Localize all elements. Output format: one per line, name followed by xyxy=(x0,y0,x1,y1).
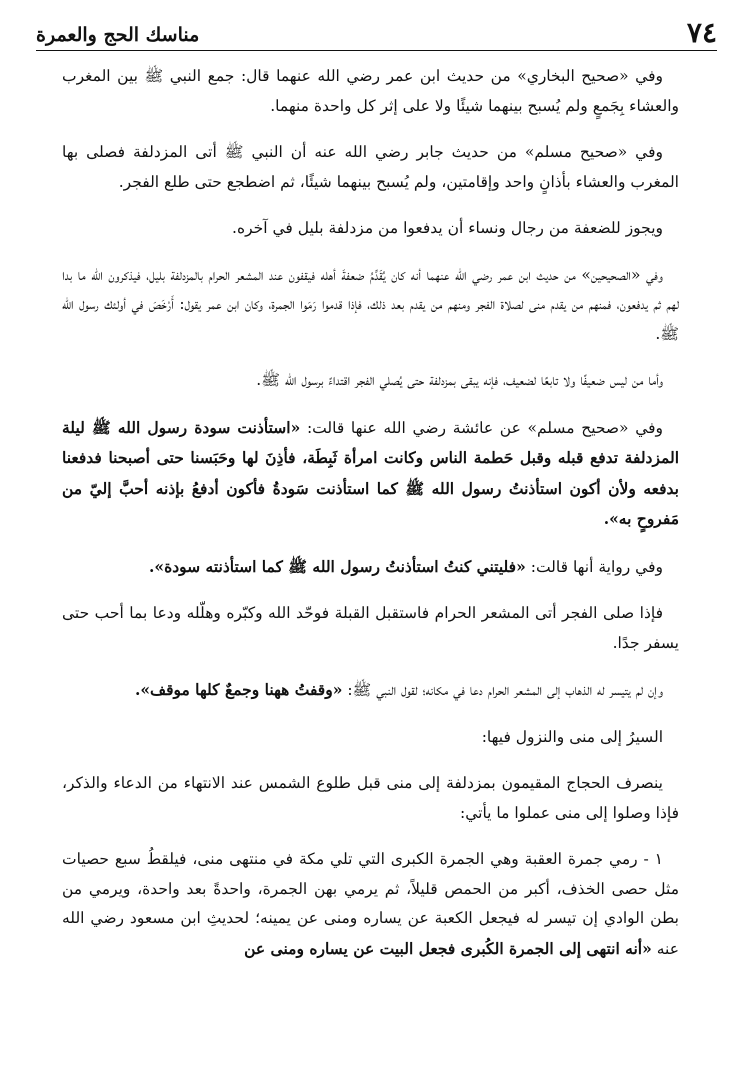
running-title: مناسك الحج والعمرة xyxy=(36,24,200,46)
paragraph-weak-pilgrims xyxy=(62,214,679,244)
paragraph-sahihain xyxy=(62,261,679,350)
page-number: ٧٤ xyxy=(686,16,717,49)
section-heading xyxy=(62,723,679,753)
paragraph-lead: وفي «صحيح مسلم» من حديث جابر رضي الله عنه أن النبي ﷺ xyxy=(224,143,663,161)
paragraph-lead: ينصرف الحجاج المقيمون بمزدلفة إلى منى قبل طلوع الشمس عند الانتهاء من الدعاء والذكر، فإذا وصلوا إلى منى عملوا ما يأتي: xyxy=(62,774,679,822)
hadith-quote: «أنه انتهى إلى الجمرة الكُبرى فجعل البيت عن يساره ومنى عن xyxy=(244,938,652,958)
paragraph-text: أَرْخَصَ في أولئك رسول الله ﷺ. xyxy=(62,295,679,343)
paragraph-text: أتى المزدلفة فصلى بها المغرب والعشاء بأذانٍ واحد وإقامتين، ولم يُسبح بينهما شيئًا، ثم اضطجع حتى طلع الفجر. xyxy=(62,143,679,191)
paragraph-muslim-jabir xyxy=(62,138,679,197)
paragraph-depart xyxy=(62,769,679,828)
paragraph-lead: وفي «الصحيحين» من حديث ابن عمر رضي الله عنهما أنه كان يُقَدِّمُ ضعفةَ أهله فيقفون عند المشعر الحرام بالمزدلفة بليل، فيذكرون الله ما بدا لهم ثم يدفعون، فمنهم من يقدم منى لصلاة الفجر ومنهم من يقدم بعد ذلك، فإذا قدموا رَمَوا الجمرة، وكان ابن عمر يقول: xyxy=(62,265,679,313)
paragraph-lead: وفي رواية أنها قالت: xyxy=(530,557,663,576)
paragraph-mashar xyxy=(62,675,679,706)
paragraph-jamrah xyxy=(62,845,679,958)
section-heading-text: السيرُ إلى منى والنزول فيها: xyxy=(481,727,663,746)
paragraph-lead: وأما من ليس ضعيفًا ولا تابعًا لضعيف، فإنه يبقى بمزدلفة حتى يُصلي الفجر اقتداءً برسول الله ﷺ. xyxy=(256,371,663,389)
hadith-quote: «استأذنت سودة رسول الله ﷺ ليلة المزدلفة تدفع قبله وقبل حَطمة الناس وكانت امرأة ثَبِطَة، فأذِنَ لها وحَبَسنا حتى أصبحنا فدفعنا بدفعه ولأن أكون استأذنتُ رسول الله ﷺ كما استأذنت سَودةُ فأكون أدفعُ بإذنه أحبَّ إليّ من مَفروحٍ به». xyxy=(62,417,679,528)
paragraph-lead: وفي «صحيح البخاري» من حديث ابن عمر رضي الله عنهما قال: xyxy=(240,67,663,85)
paragraph-bukhari xyxy=(62,62,679,121)
paragraph-fajr xyxy=(62,599,679,658)
hadith-quote: «فليتني كنتُ استأذنتُ رسول الله ﷺ كما استأذنته سودة». xyxy=(149,556,526,576)
paragraph-lead: ويجوز للضعفة من رجال ونساء أن يدفعوا من مزدلفة بليل في آخره. xyxy=(232,219,663,237)
hadith-quote: «وقفتُ ههنا وجمعٌ كلها موقف». xyxy=(134,680,343,699)
paragraph-not-weak xyxy=(62,366,679,396)
paragraph-lead: ١ - رمي جمرة العقبة وهي الجمرة الكبرى التي تلي مكة في منتهى منى، فيلقطُ سبع حصيات مثل حصى الخذف، أكبر من الحمص قليلاً، ثم يرمي بهن الجمرة، واحدةً بعد واحدة، ويرمي من بطن الوادي إن تيسر له فيجعل الكعبة عن يساره ومنى عن يمينه؛ لحديثِ ابن مسعود رضي الله عنه xyxy=(62,850,679,958)
paragraph-lead: فإذا صلى الفجر أتى المشعر الحرام فاستقبل القبلة فوحّد الله وكبّره وهلّله ودعا بما أحب حتى يسفر جدًا. xyxy=(62,604,679,652)
page-body xyxy=(62,62,679,958)
paragraph-narration xyxy=(62,552,679,583)
paragraph-lead: وفي «صحيح مسلم» عن عائشة رضي الله عنها قالت: xyxy=(306,418,664,437)
paragraph-text: جمع النبي ﷺ بين المغرب والعشاء بِجَمعٍ ولم يُسبح بينهما شيئًا ولا على إثر كل واحدة منهما. xyxy=(62,67,679,115)
page-header xyxy=(36,12,717,51)
paragraph-muslim-aisha xyxy=(62,413,679,535)
paragraph-lead: وإن لم يتيسر له الذهاب إلى المشعر الحرام دعا في مكانه؛ لقول النبي ﷺ: xyxy=(347,681,663,699)
